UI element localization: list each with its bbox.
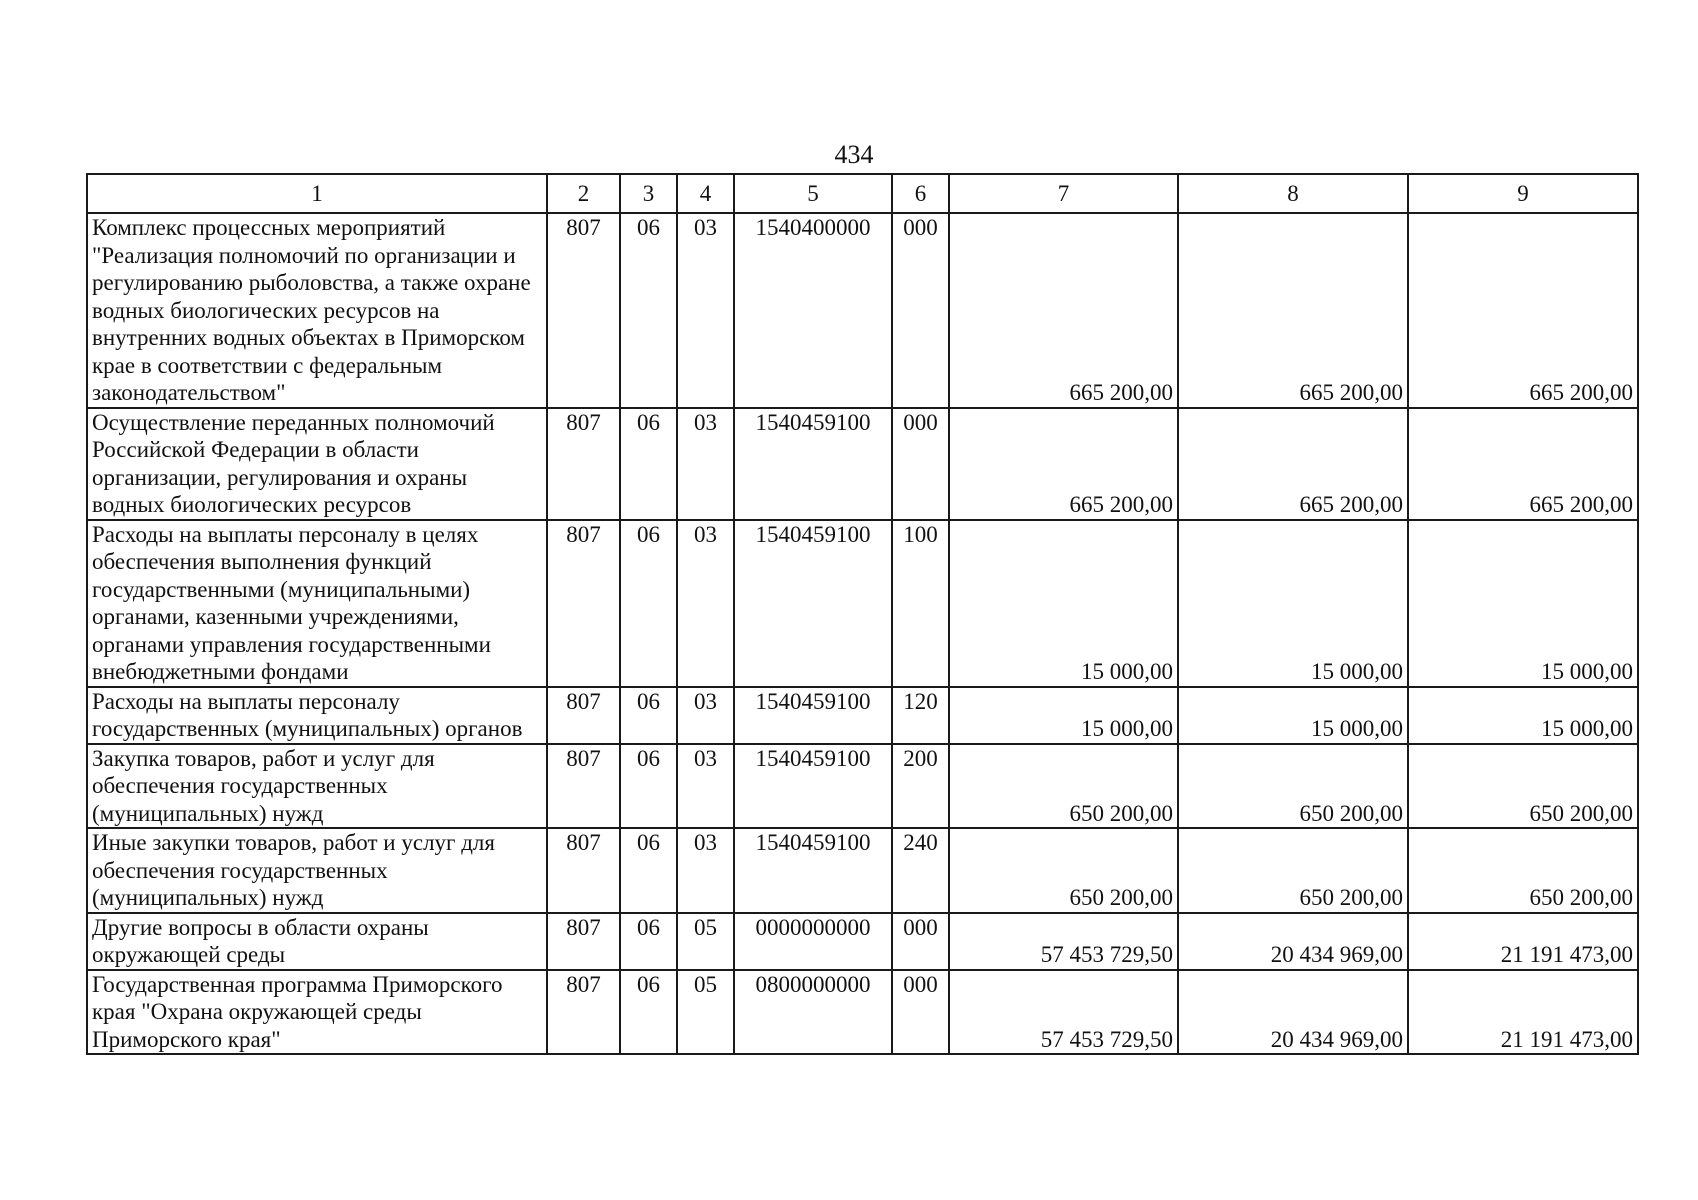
item-name-cell: Расходы на выплаты персоналу в целях обеспечения выполнения функций государственными (муниципальными) органами, казенными учреждениями, органами управления государственными внебюджетными фондами — [87, 520, 547, 687]
budget-table — [86, 173, 1639, 1055]
section-code-cell: 06 — [620, 913, 677, 970]
item-name-cell: Комплекс процессных мероприятий "Реализация полномочий по организации и регулированию рыболовства, а также охране водных биологических ресурсов на внутренних водных объектах в Приморском крае в соответствии с федеральным законодательством" — [87, 213, 547, 408]
subsection-code-cell: 03 — [677, 828, 734, 913]
ministry-code-cell: 807 — [547, 828, 620, 913]
item-name-cell: Расходы на выплаты персоналу государственных (муниципальных) органов — [87, 687, 547, 744]
subsection-code-cell: 03 — [677, 408, 734, 520]
amount-col7-cell: 650 200,00 — [949, 828, 1178, 913]
amount-col7-cell: 15 000,00 — [949, 520, 1178, 687]
amount-col7-cell: 665 200,00 — [949, 213, 1178, 408]
expense-type-cell: 100 — [892, 520, 949, 687]
table-row — [87, 744, 1638, 829]
section-code-cell: 06 — [620, 687, 677, 744]
target-article-cell: 0800000000 — [734, 970, 892, 1055]
item-name-cell: Закупка товаров, работ и услуг для обеспечения государственных (муниципальных) нужд — [87, 744, 547, 829]
ministry-code-cell: 807 — [547, 520, 620, 687]
header-cell-9: 9 — [1408, 174, 1638, 213]
amount-col9-cell: 21 191 473,00 — [1408, 913, 1638, 970]
amount-col9-cell: 650 200,00 — [1408, 828, 1638, 913]
target-article-cell: 0000000000 — [734, 913, 892, 970]
section-code-cell: 06 — [620, 970, 677, 1055]
table-row — [87, 520, 1638, 687]
amount-col9-cell: 665 200,00 — [1408, 408, 1638, 520]
header-cell-8: 8 — [1178, 174, 1408, 213]
amount-col7-cell: 57 453 729,50 — [949, 913, 1178, 970]
section-code-cell: 06 — [620, 744, 677, 829]
section-code-cell: 06 — [620, 213, 677, 408]
subsection-code-cell: 03 — [677, 213, 734, 408]
subsection-code-cell: 03 — [677, 744, 734, 829]
target-article-cell: 1540459100 — [734, 744, 892, 829]
amount-col7-cell: 15 000,00 — [949, 687, 1178, 744]
table-row — [87, 828, 1638, 913]
amount-col8-cell: 20 434 969,00 — [1178, 913, 1408, 970]
target-article-cell: 1540459100 — [734, 687, 892, 744]
header-cell-7: 7 — [949, 174, 1178, 213]
ministry-code-cell: 807 — [547, 744, 620, 829]
item-name-cell: Осуществление переданных полномочий Российской Федерации в области организации, регулирования и охраны водных биологических ресурсов — [87, 408, 547, 520]
amount-col8-cell: 15 000,00 — [1178, 687, 1408, 744]
item-name-cell: Государственная программа Приморского края "Охрана окружающей среды Приморского края" — [87, 970, 547, 1055]
amount-col8-cell: 20 434 969,00 — [1178, 970, 1408, 1055]
expense-type-cell: 000 — [892, 408, 949, 520]
expense-type-cell: 000 — [892, 213, 949, 408]
target-article-cell: 1540459100 — [734, 408, 892, 520]
amount-col8-cell: 650 200,00 — [1178, 828, 1408, 913]
ministry-code-cell: 807 — [547, 913, 620, 970]
subsection-code-cell: 03 — [677, 687, 734, 744]
ministry-code-cell: 807 — [547, 970, 620, 1055]
page-number: 434 — [834, 140, 874, 169]
target-article-cell: 1540400000 — [734, 213, 892, 408]
expense-type-cell: 000 — [892, 913, 949, 970]
section-code-cell: 06 — [620, 520, 677, 687]
ministry-code-cell: 807 — [547, 408, 620, 520]
table-row — [87, 687, 1638, 744]
amount-col9-cell: 15 000,00 — [1408, 520, 1638, 687]
table-row — [87, 913, 1638, 970]
amount-col8-cell: 650 200,00 — [1178, 744, 1408, 829]
subsection-code-cell: 03 — [677, 520, 734, 687]
header-cell-3: 3 — [620, 174, 677, 213]
amount-col9-cell: 650 200,00 — [1408, 744, 1638, 829]
table-row — [87, 970, 1638, 1055]
section-code-cell: 06 — [620, 408, 677, 520]
header-row — [87, 174, 1638, 213]
expense-type-cell: 240 — [892, 828, 949, 913]
amount-col7-cell: 57 453 729,50 — [949, 970, 1178, 1055]
item-name-cell: Другие вопросы в области охраны окружающей среды — [87, 913, 547, 970]
amount-col9-cell: 21 191 473,00 — [1408, 970, 1638, 1055]
amount-col7-cell: 650 200,00 — [949, 744, 1178, 829]
header-cell-1: 1 — [87, 174, 547, 213]
amount-col7-cell: 665 200,00 — [949, 408, 1178, 520]
amount-col9-cell: 665 200,00 — [1408, 213, 1638, 408]
ministry-code-cell: 807 — [547, 213, 620, 408]
header-cell-2: 2 — [547, 174, 620, 213]
target-article-cell: 1540459100 — [734, 520, 892, 687]
amount-col8-cell: 665 200,00 — [1178, 408, 1408, 520]
subsection-code-cell: 05 — [677, 970, 734, 1055]
table-row — [87, 408, 1638, 520]
table-row — [87, 213, 1638, 408]
ministry-code-cell: 807 — [547, 687, 620, 744]
expense-type-cell: 000 — [892, 970, 949, 1055]
amount-col8-cell: 665 200,00 — [1178, 213, 1408, 408]
amount-col8-cell: 15 000,00 — [1178, 520, 1408, 687]
header-cell-5: 5 — [734, 174, 892, 213]
subsection-code-cell: 05 — [677, 913, 734, 970]
amount-col9-cell: 15 000,00 — [1408, 687, 1638, 744]
header-cell-6: 6 — [892, 174, 949, 213]
section-code-cell: 06 — [620, 828, 677, 913]
expense-type-cell: 120 — [892, 687, 949, 744]
header-cell-4: 4 — [677, 174, 734, 213]
target-article-cell: 1540459100 — [734, 828, 892, 913]
item-name-cell: Иные закупки товаров, работ и услуг для обеспечения государственных (муниципальных) нужд — [87, 828, 547, 913]
expense-type-cell: 200 — [892, 744, 949, 829]
